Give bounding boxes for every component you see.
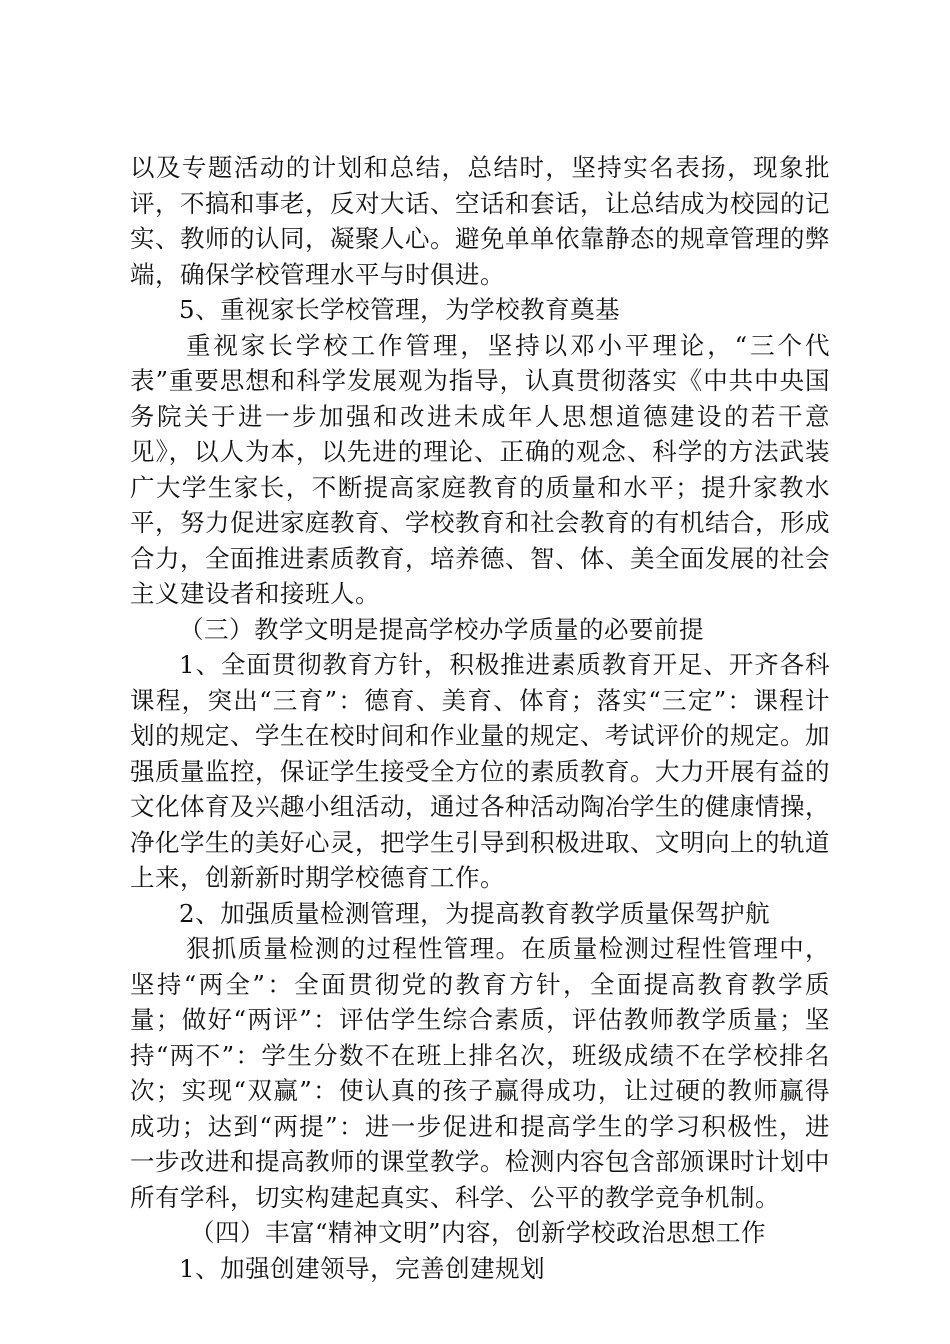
section-heading-spiritual-civility: （四）丰富“精神文明”内容，创新学校政治思想工作 xyxy=(190,1218,767,1247)
section-heading-leadership-planning: 1、加强创建领导，完善创建规划 xyxy=(179,1253,546,1283)
paragraph-education-policy: 1、全面贯彻教育方针，积极推进素质教育开足、开齐各科课程，突出“三育”：德育、美育、体育；落实“三定”：课程计划的规定、学生在校时间和作业量的规定、考试评价的规定。加强质量监控，保证学生接受全方位的素质教育。大力开展有益的文化体育及兴趣小组活动，通过各种活动陶冶学生的健康情操，净化学生的美好心灵，把学生引导到积极进取、文明向上的轨道上来，创新新时期学校德育工作。 xyxy=(130,650,830,892)
paragraph-summary-practice: 以及专题活动的计划和总结，总结时，坚持实名表扬，现象批评，不搞和事老，反对大话、空话和套话，让总结成为校园的记实、教师的认同，凝聚人心。避免单单依靠静态的规章管理的弊端，确保学校管理水平与时俱进。 xyxy=(130,153,830,289)
section-heading-parent-school: 5、重视家长学校管理，为学校教育奠基 xyxy=(179,295,621,324)
section-heading-teaching-civility: （三）教学文明是提高学校办学质量的必要前提 xyxy=(179,614,704,644)
paragraph-quality-testing: 狠抓质量检测的过程性管理。在质量检测过程性管理中，坚持“两全”：全面贯彻党的教育方针，全面提高教育教学质量；做好“两评”：评估学生综合素质，评估教师教学质量；坚持“两不”：学生分数不在班上排名次，班级成绩不在学校排名次；实现“双赢”：使认真的孩子赢得成功，让过硬的教师赢得成功；达到“两提”：进一步促进和提高学生的学习积极性，进一步改进和提高教师的课堂教学。检测内容包含部颁课时计划中所有学科，切实构建起真实、科学、公平的教学竞争机制。 xyxy=(130,934,830,1212)
document-body xyxy=(130,150,830,1286)
section-heading-quality-testing: 2、加强质量检测管理，为提高教育教学质量保驾护航 xyxy=(179,898,771,928)
paragraph-parent-school: 重视家长学校工作管理，坚持以邓小平理论，“三个代表”重要思想和科学发展观为指导，认真贯彻落实《中共中央国务院关于进一步加强和改进未成年人思想道德建设的若干意见》，以人为本，以先进的理论、正确的观念、科学的方法武装广大学生家长，不断提高家庭教育的质量和水平；提升家教水平，努力促进家庭教育、学校教育和社会教育的有机结合，形成合力，全面推进素质教育，培养德、智、体、美全面发展的社会主义建设者和接班人。 xyxy=(130,330,830,608)
